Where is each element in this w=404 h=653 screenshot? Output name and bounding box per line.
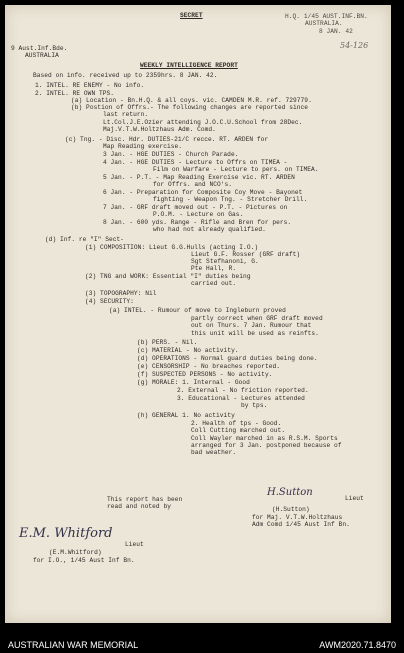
report-line: (a) Location - Bn.H.Q. & all coys. vic. CAMDEN M.R. ref. 729779. [71, 97, 312, 104]
report-line: bad weather. [191, 449, 237, 456]
report-line: 8 Jan. - 600 yds. Range - Rifle and Bren for pers. [103, 219, 292, 226]
report-line: arranged for 3 Jan. postponed because of [191, 442, 342, 449]
report-line: 4 Jan. - HGE DUTIES - Lecture to Offrs on TIMEA - [103, 159, 288, 166]
document-page [5, 5, 391, 623]
brigade-country: AUSTRALIA [25, 52, 59, 59]
report-line: out on Thurs. 7 Jan. Rumour that [191, 322, 312, 329]
report-line: carried out. [191, 280, 237, 287]
report-line: (2) TNG and WORK: Essential "I" duties being [85, 273, 251, 280]
report-line: (f) SUSPECTED PERSONS - No activity. [137, 371, 273, 378]
report-line: Coll Cutting marched out. [191, 427, 286, 434]
report-line: for Offrs. and NCO's. [153, 181, 233, 188]
left-signature: E.M. Whitford [19, 526, 113, 541]
report-line: (3) TOPOGRAPHY: Nil [85, 290, 157, 297]
report-line: Pte Hall, R. [191, 265, 237, 272]
report-line: (b) Postion of Offrs.- The following changes are reported since [71, 104, 309, 111]
report-line: 1. INTEL. RE ENEMY - No info. [35, 82, 145, 89]
right-signature: H.Sutton [267, 487, 313, 498]
archive-accession-number: AWM2020.71.8470 [319, 639, 396, 650]
report-line: (1) COMPOSITION: Lieut G.G.Hulls (acting I.O.) [85, 244, 259, 251]
report-line: last return. [103, 111, 149, 118]
report-title: WEEKLY INTELLIGENCE REPORT [140, 62, 238, 69]
basis-line: Based on info. received up to 2359hrs. 8 JAN. 42. [33, 72, 218, 79]
report-line: (c) MATERIAL - No activity. [137, 347, 239, 354]
report-line: (a) INTEL. - Rumour of move to Ingleburn proved [109, 307, 286, 314]
hq-country: AUSTRALIA. [305, 20, 343, 27]
hq-stamp: H.Q. 1/45 AUST.INF.BN. [285, 13, 368, 20]
report-line: (b) PERS. - Nil. [137, 339, 198, 346]
report-line: 2. External - No friction reported. [177, 387, 309, 394]
report-line: Map Reading exercise. [103, 143, 183, 150]
report-line: (4) SECURITY: [85, 298, 134, 305]
right-signer-for: for Maj. V.T.W.Holtzhaus [252, 514, 343, 521]
report-line: partly correct when GRF draft moved [191, 315, 323, 322]
report-line: Film on Warfare - Lecture to pers. on TIMEA. [153, 166, 319, 173]
report-date: 8 JAN. 42 [319, 28, 353, 35]
noted-by-line-1: This report has been [107, 496, 183, 503]
report-line: 3. Educational - Lectures attended [177, 395, 305, 402]
report-line: fighting - Weapon Tng. - Stretcher Drill. [153, 196, 308, 203]
right-signer-name: (H.Sutton) [272, 506, 310, 513]
report-line: who had not already qualified. [153, 226, 266, 233]
report-line: 3 Jan. - HGE DUTIES - Church Parade. [103, 151, 239, 158]
report-line: Maj.V.T.W.Holtzhaus Adm. Comd. [103, 126, 216, 133]
archive-footer [0, 636, 404, 653]
report-line: 2. INTEL. RE OWN TPS. [35, 90, 115, 97]
right-signer-rank: Lieut [345, 495, 364, 502]
report-line: (g) MORALE: 1. Internal - Good [137, 379, 250, 386]
report-line: 7 Jan. - GRF draft moved out - P.T. - Pictures on [103, 204, 288, 211]
pencil-reference: 54-126 [340, 41, 369, 50]
left-signer-rank: Lieut [125, 541, 144, 548]
report-line: Lieut G.F. Rosser (GRF draft) [191, 251, 301, 258]
right-signer-command: Adm Comd 1/45 Aust Inf Bn. [252, 521, 350, 528]
report-line: (d) Inf. re "I" Sect- [45, 236, 125, 243]
report-line: P.O.M. - Lecture on Gas. [153, 211, 244, 218]
report-line: Lt.Col.J.E.Ozier attending J.O.C.U.School from 28Dec. [103, 119, 303, 126]
classification-heading: SECRET [180, 12, 203, 19]
noted-by-line-2: read and noted by [107, 503, 171, 510]
report-line: Sgt Stefhanoni, G. [191, 258, 259, 265]
report-line: by tps. [241, 402, 268, 409]
report-line: this unit will be used as reinfts. [191, 330, 319, 337]
report-line: 5 Jan. - P.T. - Map Reading Exercise vic. RT. ARDEN [103, 174, 295, 181]
report-line: 6 Jan. - Preparation for Composite Coy Move - Bayonet [103, 189, 303, 196]
report-line: (c) Tng. - Disc. Hdr. DUTIES-21/C recce. RT. ARDEN for [65, 136, 269, 143]
archive-name: AUSTRALIAN WAR MEMORIAL [8, 639, 139, 650]
report-line: (e) CENSORSHIP - No breaches reported. [137, 363, 280, 370]
report-line: Coll Wayler marched in as R.S.M. Sports [191, 435, 338, 442]
brigade-line: 9 Aust.Inf.Bde. [11, 45, 68, 52]
left-signer-name: (E.M.Whitford) [49, 549, 102, 556]
left-signer-for: for I.O., 1/45 Aust Inf Bn. [33, 557, 135, 564]
report-line: 2. Health of tps - Good. [191, 420, 282, 427]
report-line: (h) GENERAL 1. No activity [137, 412, 235, 419]
report-line: (d) OPERATIONS - Normal guard duties being done. [137, 355, 318, 362]
